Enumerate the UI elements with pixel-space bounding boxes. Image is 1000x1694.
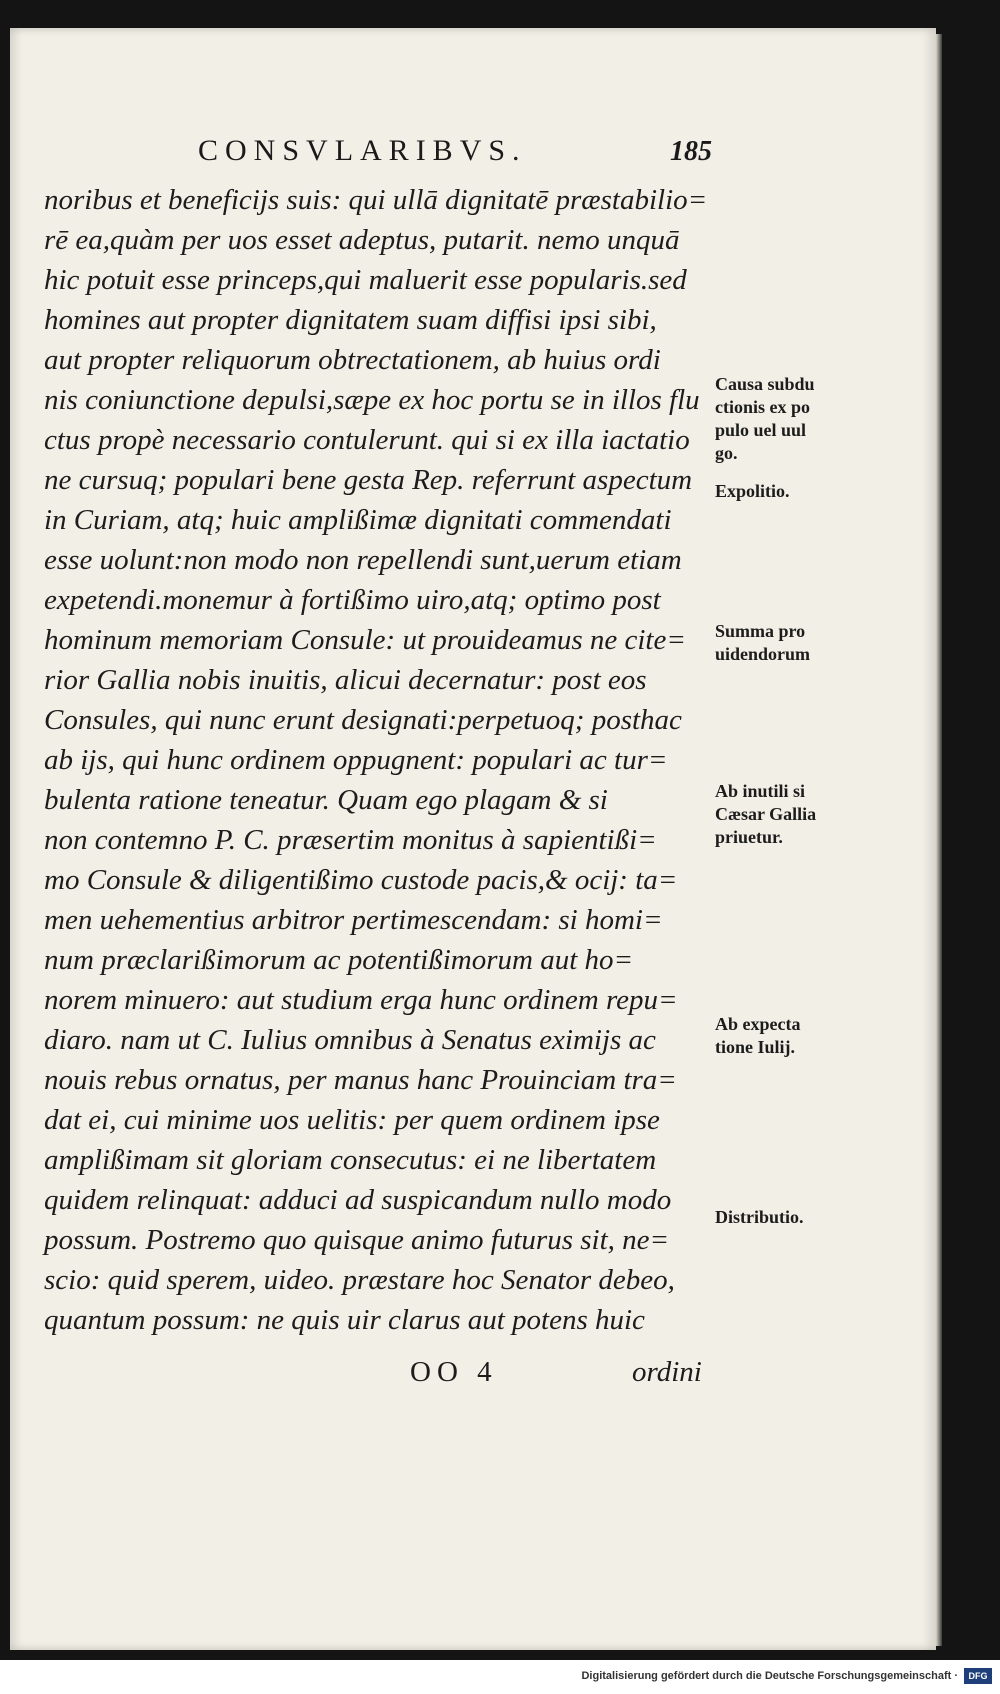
text-line: rior Gallia nobis inuitis, alicui decernatur: post eos: [44, 664, 647, 696]
marginal-note-line: Ab inutili si: [715, 781, 806, 801]
marginal-note-line: pulo uel uul: [715, 420, 807, 440]
text-line: diaro. nam ut C. Iulius omnibus à Senatus eximijs ac: [44, 1024, 656, 1056]
marginal-note-ab-inutili: [715, 780, 855, 849]
text-line: men uehementius arbitror pertimescendam: si homi=: [44, 904, 663, 936]
text-line: homines aut propter dignitatem suam diffisi ipsi sibi,: [44, 304, 657, 336]
text-line: aut propter reliquorum obtrectationem, ab huius ordi: [44, 344, 661, 376]
body-text: [44, 180, 724, 1340]
text-line: rē ea,quàm per uos esset adeptus, putarit. nemo unquā: [44, 224, 680, 256]
marginal-note-distributio: [715, 1206, 855, 1229]
signature-mark: OO 4: [410, 1356, 498, 1388]
text-line: quidem relinquat: adduci ad suspicandum nullo modo: [44, 1184, 672, 1216]
text-line: mo Consule & diligentißimo custode pacis,& ocij: ta=: [44, 864, 678, 896]
text-line: num præclarißimorum ac potentißimorum aut ho=: [44, 944, 634, 976]
text-line: possum. Postremo quo quisque animo futurus sit, ne=: [44, 1224, 670, 1256]
text-line: ctus propè necessario contulerunt. qui si ex illa iactatio: [44, 424, 690, 456]
text-line: bulenta ratione teneatur. Quam ego plagam & si: [44, 784, 608, 816]
marginal-note-line: Summa pro: [715, 621, 806, 641]
text-line: quantum possum: ne quis uir clarus aut potens huic: [44, 1304, 645, 1336]
text-line: in Curiam, atq; huic amplißimæ dignitati commendati: [44, 504, 672, 536]
marginal-note-line: uidendorum: [715, 644, 811, 664]
marginal-note-line: ctionis ex po: [715, 397, 811, 417]
marginal-note-causa: [715, 373, 855, 465]
marginal-note-line: Distributio.: [715, 1207, 804, 1227]
text-line: nis coniunctione depulsi,sæpe ex hoc portu se in illos flu: [44, 384, 700, 416]
page-edge: [936, 34, 942, 1646]
footer-credit: Digitalisierung gefördert durch die Deutsche Forschungsgemeinschaft ·: [581, 1670, 958, 1682]
text-line: expetendi.monemur à fortißimo uiro,atq; optimo post: [44, 584, 661, 616]
running-head: CONSVLARIBVS.: [198, 134, 527, 167]
text-line: scio: quid sperem, uideo. præstare hoc Senator debeo,: [44, 1264, 675, 1296]
text-line: norem minuero: aut studium erga hunc ordinem repu=: [44, 984, 678, 1016]
marginal-note-line: Expolitio.: [715, 481, 790, 501]
text-line: ne cursuq; populari bene gesta Rep. referrunt aspectum: [44, 464, 693, 496]
footer-bar: [0, 1660, 1000, 1694]
catchword: ordini: [632, 1356, 702, 1388]
text-line: esse uolunt:non modo non repellendi sunt,uerum etiam: [44, 544, 682, 576]
dfg-logo: DFG: [964, 1668, 992, 1684]
marginal-note-line: go.: [715, 443, 738, 463]
marginal-note-ab-expectatione: [715, 1013, 855, 1059]
text-line: hic potuit esse princeps,qui maluerit esse popularis.sed: [44, 264, 687, 296]
text-line: hominum memoriam Consule: ut prouideamus ne cite=: [44, 624, 686, 656]
text-line: non contemno P. C. præsertim monitus à sapientißi=: [44, 824, 657, 856]
text-line: dat ei, cui minime uos uelitis: per quem ordinem ipse: [44, 1104, 660, 1136]
marginal-note-line: tione Iulij.: [715, 1037, 796, 1057]
marginal-note-summa: [715, 620, 855, 666]
text-line: amplißimam sit gloriam consecutus: ei ne libertatem: [44, 1144, 657, 1176]
marginal-note-line: Cæsar Gallia: [715, 804, 817, 824]
text-line: ab ijs, qui hunc ordinem oppugnent: populari ac tur=: [44, 744, 668, 776]
page-number: 185: [670, 136, 712, 167]
marginal-note-line: Ab expecta: [715, 1014, 801, 1034]
text-line: Consules, qui nunc erunt designati:perpetuoq; posthac: [44, 704, 682, 736]
marginal-note-line: Causa subdu: [715, 374, 815, 394]
text-line: noribus et beneficijs suis: qui ullā dignitatē præstabilio=: [44, 184, 708, 216]
marginal-note-expolitio: [715, 480, 855, 503]
text-line: nouis rebus ornatus, per manus hanc Prouinciam tra=: [44, 1064, 677, 1096]
marginal-note-line: priuetur.: [715, 827, 783, 847]
book-page: [10, 28, 936, 1650]
